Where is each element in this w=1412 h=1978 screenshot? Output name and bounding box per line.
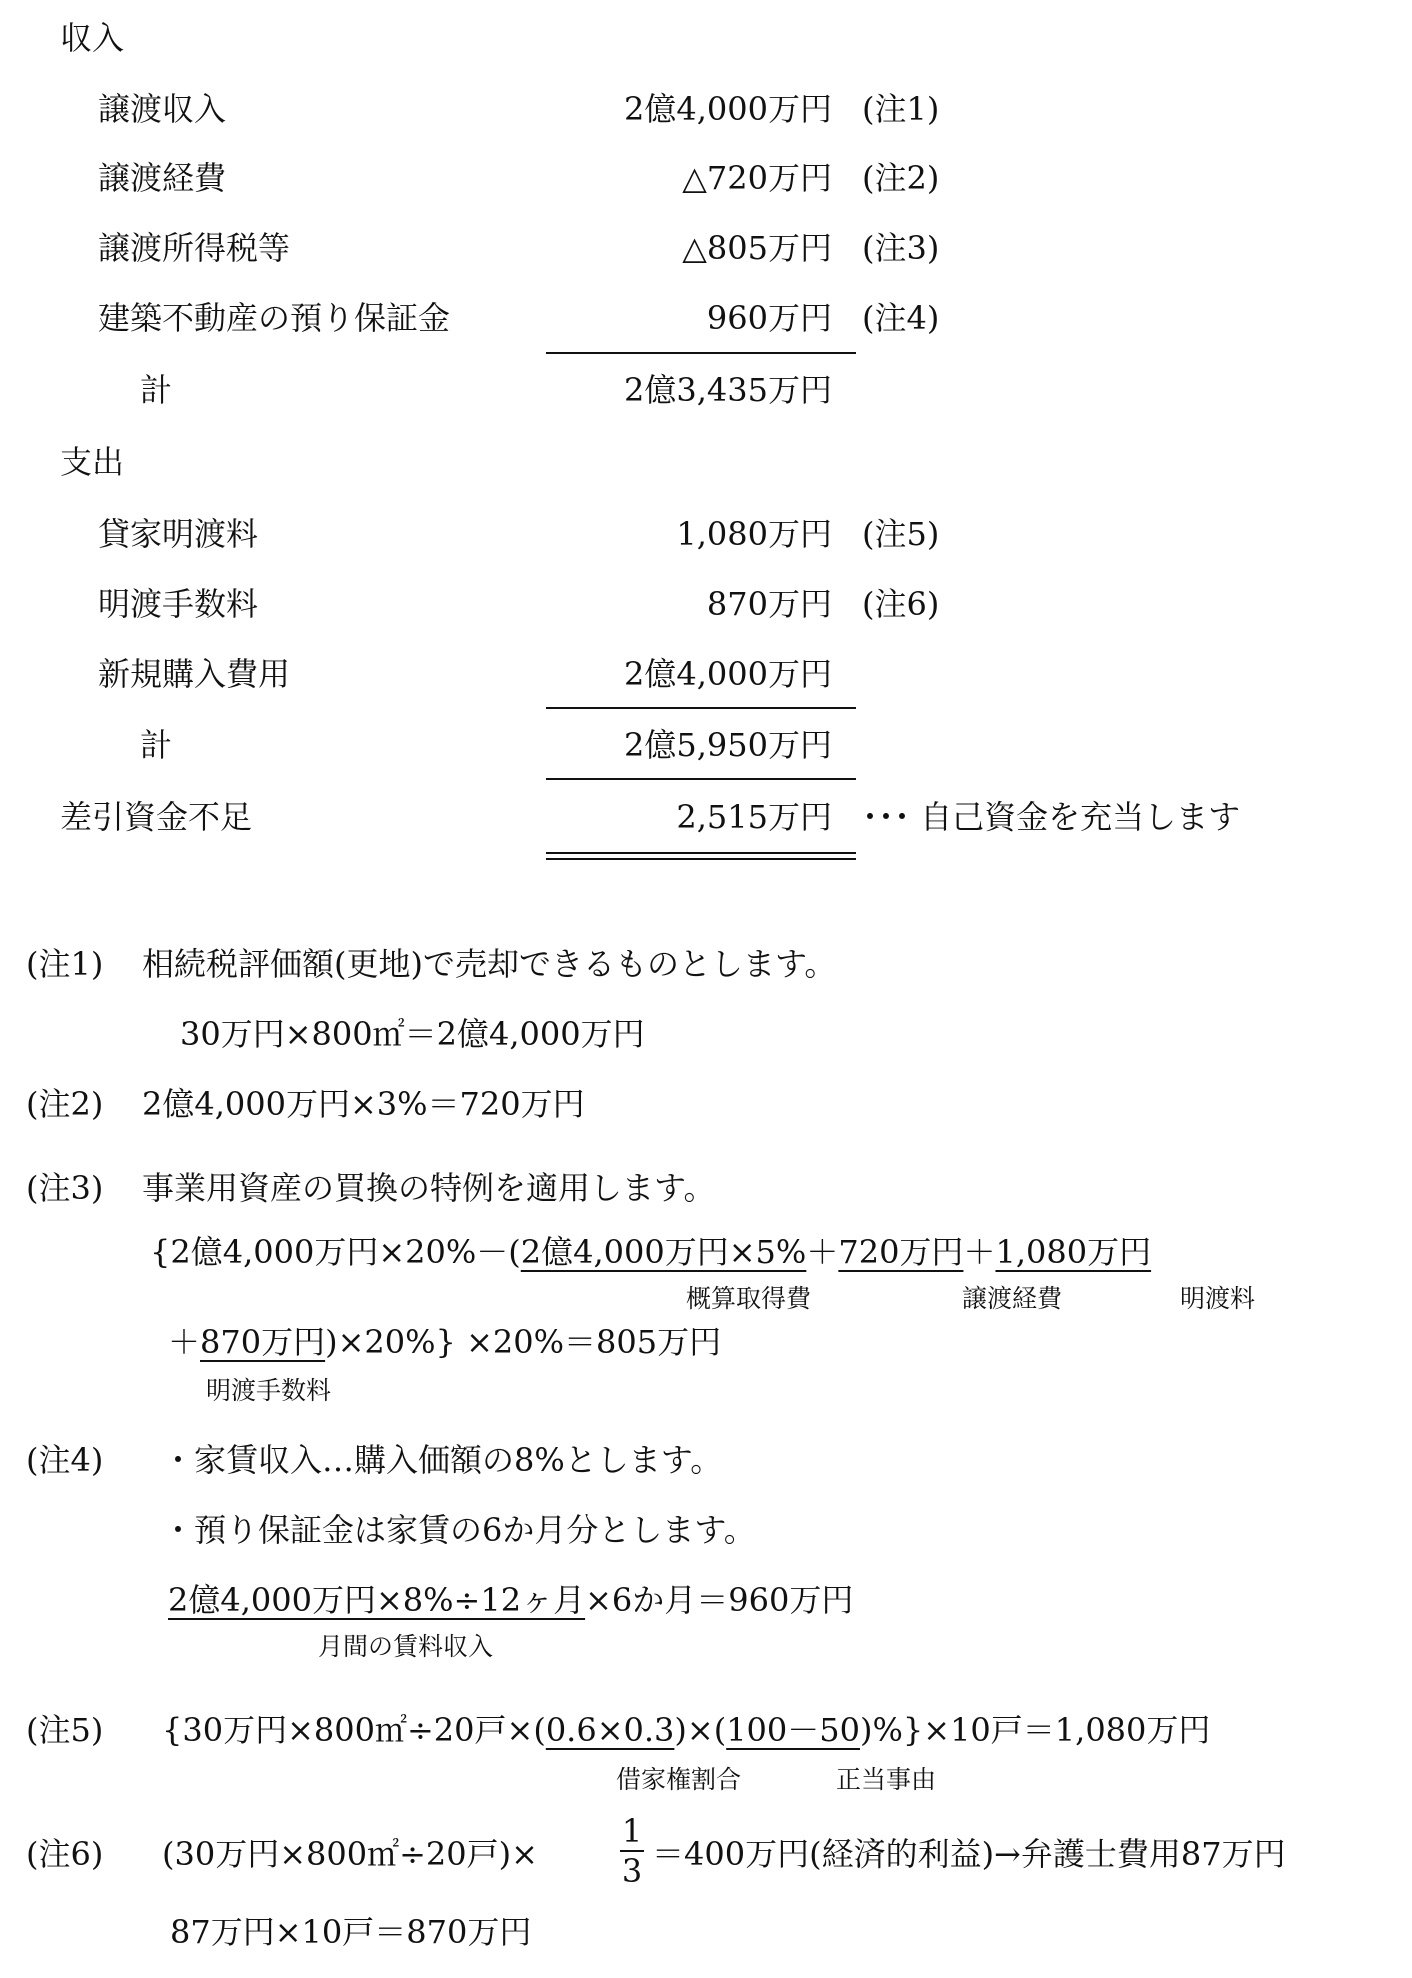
- income-total-amount: 2億3,435万円: [624, 371, 832, 409]
- income-total-label: 計: [140, 371, 173, 409]
- note-2-calc: 2億4,000万円×3%＝720万円: [142, 1085, 585, 1123]
- note-3-label-fee: 明渡手数料: [206, 1376, 332, 1405]
- note-3-formula-line-2: [168, 1322, 721, 1362]
- income-row-label: 譲渡所得税等: [98, 229, 291, 267]
- income-row-note: (注1): [862, 90, 940, 128]
- note-6-fraction: [620, 1814, 644, 1888]
- note-3-term-fee: 870万円: [200, 1323, 326, 1361]
- note-1-text: 相続税評価額(更地)で売却できるものとします。: [142, 945, 837, 983]
- note-3-term-eviction: 1,080万円: [995, 1233, 1152, 1271]
- expense-row-label: 新規購入費用: [98, 655, 291, 693]
- note-6-fraction-denominator: 3: [621, 1852, 643, 1890]
- note-3-plus: ＋: [168, 1323, 201, 1361]
- note-6-tag: (注6): [26, 1835, 104, 1873]
- note-1-calc: 30万円×800㎡＝2億4,000万円: [180, 1015, 645, 1053]
- income-heading: 収入: [60, 19, 125, 57]
- income-row-note: (注4): [862, 299, 940, 337]
- expense-heading: 支出: [60, 443, 125, 481]
- note-3-plus: ＋: [806, 1233, 839, 1271]
- income-row-amount: △720万円: [682, 159, 832, 197]
- note-6-calc2: 87万円×10戸＝870万円: [170, 1913, 532, 1951]
- note-5-label-lease-ratio: 借家権割合: [616, 1765, 742, 1794]
- note-5-calc: [162, 1710, 1210, 1750]
- income-row-note: (注3): [862, 229, 940, 267]
- note-4-label-monthly: 月間の賃料収入: [318, 1632, 494, 1661]
- expense-total-amount: 2億5,950万円: [624, 726, 832, 764]
- expense-total-rule: [546, 778, 856, 780]
- income-row-label: 譲渡収入: [98, 90, 227, 128]
- income-total-rule: [546, 352, 856, 354]
- note-3-term-expense: 720万円: [838, 1233, 964, 1271]
- expense-row-label: 明渡手数料: [98, 585, 259, 623]
- note-5-calc-part: {30万円×800㎡÷20戸×(: [162, 1711, 546, 1749]
- income-row-note: (注2): [862, 159, 940, 197]
- note-4-calc: [168, 1580, 853, 1620]
- income-row-label: 建築不動産の預り保証金: [98, 299, 451, 337]
- note-5-calc-part: )×(: [674, 1711, 727, 1749]
- note-5-term-just-cause: 100－50: [726, 1711, 860, 1749]
- shortfall-comment: ･･･ 自己資金を充当します: [862, 798, 1241, 836]
- note-6-fraction-numerator: 1: [621, 1812, 643, 1850]
- income-row-amount: △805万円: [682, 229, 832, 267]
- expense-row-amount: 2億4,000万円: [624, 655, 832, 693]
- shortfall-amount: 2,515万円: [676, 798, 832, 836]
- grand-total-double-rule: [546, 858, 856, 860]
- note-3-label-expense: 譲渡経費: [962, 1284, 1063, 1313]
- grand-total-double-rule: [546, 852, 856, 854]
- income-row-amount: 960万円: [706, 299, 832, 337]
- note-6-calc-part: ＝400万円(経済的利益)→弁護士費用87万円: [652, 1835, 1286, 1873]
- note-3-term-acquisition: 2億4,000万円×5%: [520, 1233, 807, 1271]
- note-4-bullet: ・家賃収入…購入価額の8%とします。: [162, 1441, 723, 1479]
- note-4-calc-monthly: 2億4,000万円×8%÷12ヶ月: [168, 1581, 586, 1619]
- note-3-formula-open: {2億4,000万円×20%－(: [150, 1233, 521, 1271]
- note-5-term-lease-ratio: 0.6×0.3: [545, 1711, 675, 1749]
- note-3-formula-line: [150, 1232, 1151, 1272]
- note-3-formula-close: )×20%} ×20%＝805万円: [325, 1323, 722, 1361]
- income-row-label: 譲渡経費: [98, 159, 227, 197]
- note-3-label-acquisition: 概算取得費: [686, 1284, 812, 1313]
- expense-subtotal-rule: [546, 707, 856, 709]
- expense-row-label: 貸家明渡料: [98, 515, 259, 553]
- note-3-plus: ＋: [963, 1233, 996, 1271]
- note-2-tag: (注2): [26, 1085, 104, 1123]
- note-6-calc-part: (30万円×800㎡÷20戸)×: [162, 1835, 538, 1873]
- note-1-tag: (注1): [26, 945, 104, 983]
- note-4-bullet: ・預り保証金は家賃の6か月分とします。: [162, 1511, 756, 1549]
- expense-total-label: 計: [140, 726, 173, 764]
- expense-row-amount: 870万円: [706, 585, 832, 623]
- note-3-label-eviction: 明渡料: [1180, 1284, 1256, 1313]
- note-5-calc-part: )%}×10戸＝1,080万円: [860, 1711, 1211, 1749]
- expense-row-note: (注6): [862, 585, 940, 623]
- note-4-tag: (注4): [26, 1441, 104, 1479]
- income-row-amount: 2億4,000万円: [624, 90, 832, 128]
- note-5-tag: (注5): [26, 1711, 104, 1749]
- shortfall-label: 差引資金不足: [60, 798, 253, 836]
- expense-row-note: (注5): [862, 515, 940, 553]
- note-3-text: 事業用資産の買換の特例を適用します。: [142, 1169, 716, 1207]
- note-3-tag: (注3): [26, 1169, 104, 1207]
- expense-row-amount: 1,080万円: [676, 515, 832, 553]
- note-4-calc-rest: ×6か月＝960万円: [585, 1581, 854, 1619]
- note-5-label-just-cause: 正当事由: [836, 1765, 937, 1794]
